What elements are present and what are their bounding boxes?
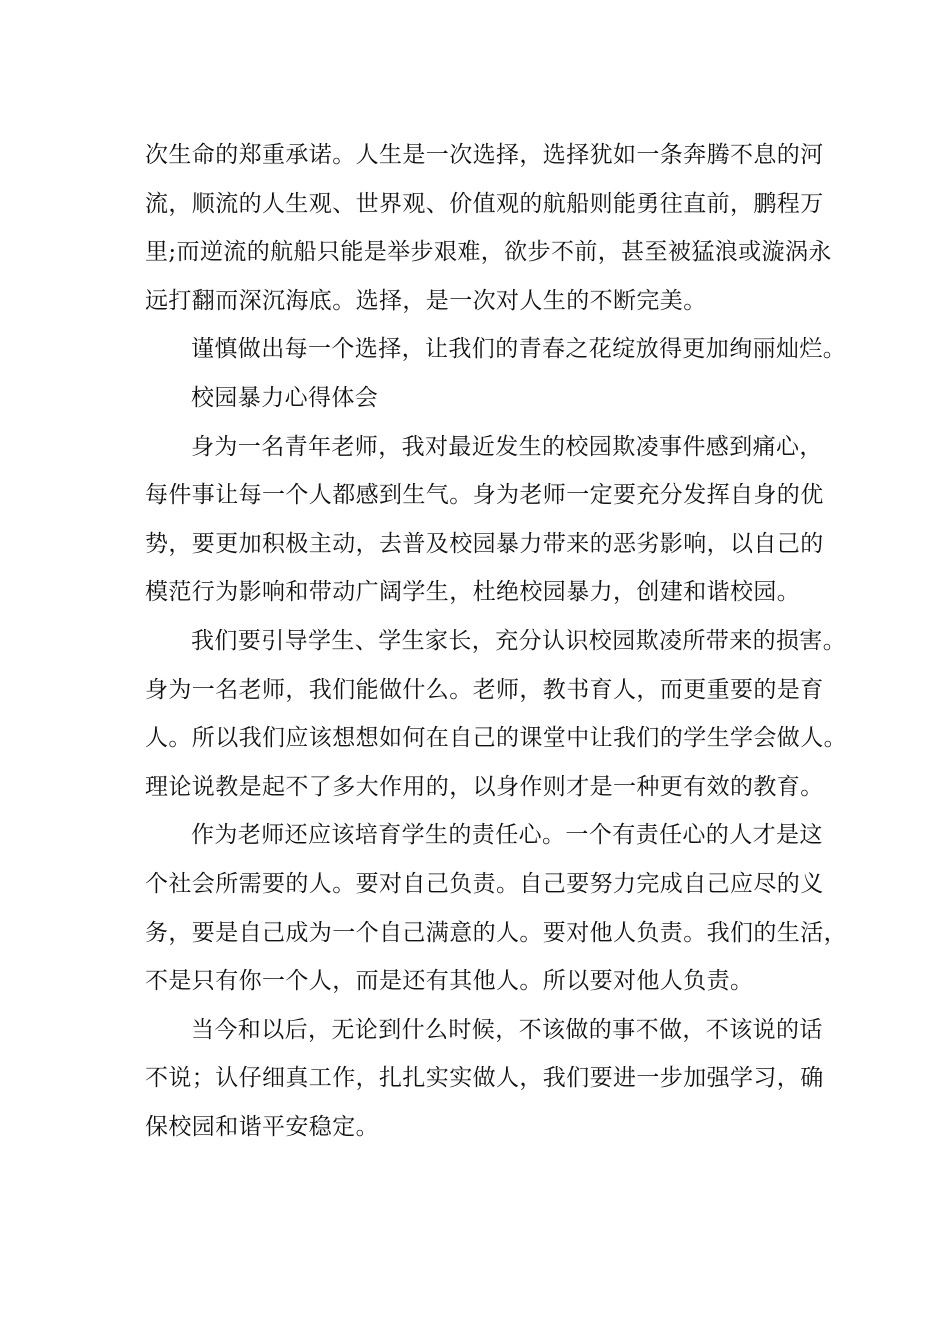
text-line: 模范行为影响和带动广阔学生，杜绝校园暴力，创建和谐校园。 [145, 579, 801, 606]
text-line: 务，要是自己成为一个自己满意的人。要对他人负责。我们的生活， [145, 919, 847, 946]
text-line: 保校园和谐平安稳定。 [145, 1113, 379, 1140]
text-line: 身为一名青年老师，我对最近发生的校园欺凌事件感到痛心， [191, 433, 823, 460]
text-line: 远打翻而深沉海底。选择，是一次对人生的不断完美。 [145, 287, 707, 314]
paragraph-1 [145, 131, 832, 325]
text-line: 里;而逆流的航船只能是举步艰难，欲步不前，甚至被猛浪或漩涡永 [145, 239, 832, 266]
paragraph-7 [145, 1006, 825, 1152]
text-line: 身为一名老师，我们能做什么。老师，教书育人，而更重要的是育 [145, 676, 824, 703]
text-line: 个社会所需要的人。要对自己负责。自己要努力完成自己应尽的义 [145, 870, 824, 897]
heading-line: 校园暴力心得体会 [191, 384, 379, 411]
text-line: 谨慎做出每一个选择，让我们的青春之花绽放得更加绚丽灿烂。 [191, 336, 847, 363]
text-line: 理论说教是起不了多大作用的，以身作则才是一种更有效的教育。 [145, 773, 824, 800]
paragraph-6 [145, 811, 847, 1005]
text-line: 流，顺流的人生观、世界观、价值观的航船则能勇往直前，鹏程万 [145, 190, 824, 217]
text-line: 次生命的郑重承诺。人生是一次选择，选择犹如一条奔腾不息的河 [145, 142, 824, 168]
paragraph-2 [145, 325, 847, 374]
section-heading [145, 374, 825, 423]
paragraph-4 [145, 423, 825, 617]
body-text [145, 131, 847, 1151]
paragraph-5 [145, 617, 847, 811]
text-line: 人。所以我们应该想想如何在自己的课堂中让我们的学生学会做人。 [145, 725, 847, 752]
text-line: 势，要更加积极主动，去普及校园暴力带来的恶劣影响，以自己的 [145, 530, 824, 557]
text-line: 不说；认仔细真工作，扎扎实实做人，我们要进一步加强学习，确 [145, 1065, 824, 1092]
text-line: 作为老师还应该培育学生的责任心。一个有责任心的人才是这 [191, 822, 823, 849]
text-line: 不是只有你一个人，而是还有其他人。所以要对他人负责。 [145, 968, 754, 995]
text-line: 我们要引导学生、学生家长，充分认识校园欺凌所带来的损害。 [191, 627, 847, 654]
text-line: 每件事让每一个人都感到生气。身为老师一定要充分发挥自身的优 [145, 482, 824, 509]
text-line: 当今和以后，无论到什么时候，不该做的事不做，不该说的话 [191, 1016, 823, 1043]
